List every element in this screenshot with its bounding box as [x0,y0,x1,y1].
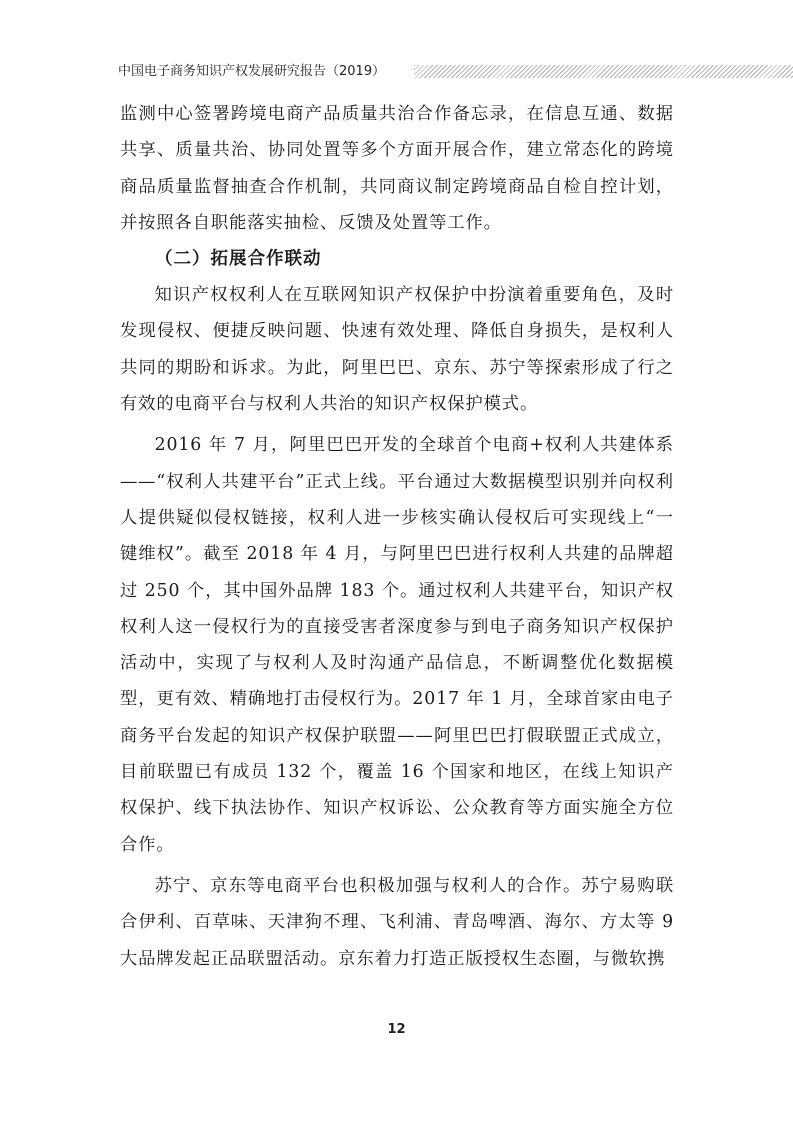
section-heading: （二）拓展合作联动 [155,249,322,270]
page-number: 12 [387,1022,406,1037]
paragraph: 苏宁、京东等电商平台也积极加强与权利人的合作。苏宁易购联合伊利、百草味、天津狗不理、飞利浦、青岛啤酒、海尔、方太等 9 大品牌发起正品联盟活动。京东着力打造正版授权生态圈，与微软携 [120,875,674,969]
running-header [118,62,678,82]
header-title: 中国电子商务知识产权发展研究报告（2019） [118,64,386,79]
paragraph: 2016 年 7 月，阿里巴巴开发的全球首个电商+权利人共建体系——“权利人共建平台”正式上线。平台通过大数据模型识别并向权利人提供疑似侵权链接，权利人进一步核实确认侵权后可实现线上“一键维权”。截至 2018 年 4 月，与阿里巴巴进行权利人共建的品牌超过 250 个，其中国外品牌 183 个。通过权利人共建平台，知识产权权利人这一侵权行为的直接受害者深度参与到电子商务知识产权保护活动中，实现了与权利人及时沟通产品信息，不断调整优化数据模型，更有效、精确地打击侵权行为。2017 年 1 月，全球首家由电子商务平台发起的知识产权保护联盟——阿里巴巴打假联盟正式成立，目前联盟已有成员 132 个，覆盖 16 个国家和地区，在线上知识产权保护、线下执法协作、知识产权诉讼、公众教育等方面实施全方位合作。 [120,435,674,855]
main-body [120,96,674,977]
paragraph-continued: 监测中心签署跨境电商产品质量共治合作备忘录，在信息互通、数据共享、质量共治、协同处置等多个方面开展合作，建立常态化的跨境商品质量监督抽查合作机制，共同商议制定跨境商品自检自控计划，并按照各自职能落实抽检、反馈及处置等工作。 [120,104,674,233]
header-hatch-bar [414,65,793,78]
paragraph: 知识产权权利人在互联网知识产权保护中扮演着重要角色，及时发现侵权、便捷反映问题、快速有效处理、降低自身损失，是权利人共同的期盼和诉求。为此，阿里巴巴、京东、苏宁等探索形成了行之有效的电商平台与权利人共治的知识产权保护模式。 [120,285,674,415]
